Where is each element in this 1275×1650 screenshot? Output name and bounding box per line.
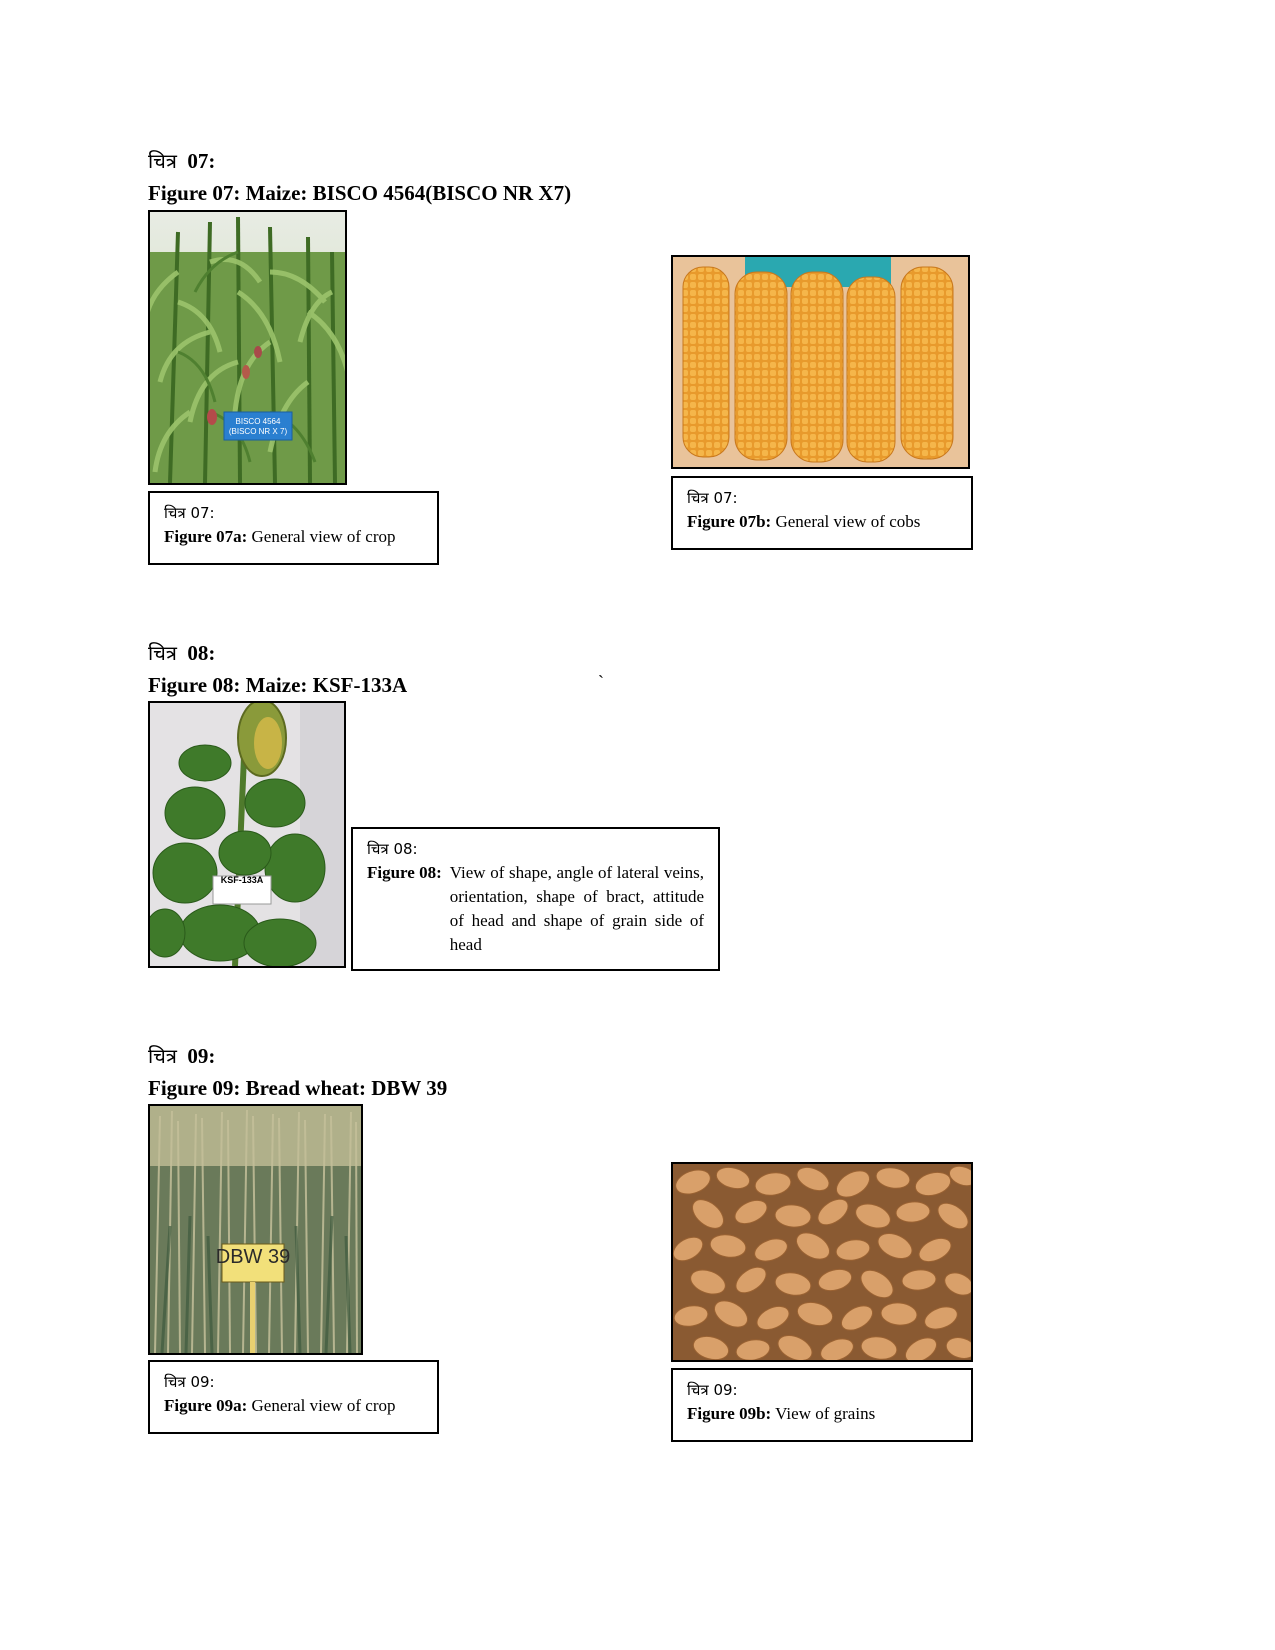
fig07a-caption-text: General view of crop bbox=[251, 527, 396, 546]
wheat-field-illustration bbox=[150, 1106, 361, 1353]
fig07b-cobs-photo bbox=[671, 255, 970, 469]
fig09a-caption-hindi: चित्र 09: bbox=[164, 1373, 215, 1391]
wheat-grains-illustration bbox=[673, 1164, 971, 1360]
crop-sign-line1: BISCO 4564 bbox=[235, 417, 281, 426]
fig08-caption-hindi: चित्र 08: bbox=[367, 840, 418, 858]
fig07a-caption bbox=[148, 491, 439, 565]
fig09a-caption-text: General view of crop bbox=[251, 1396, 396, 1415]
fig08-hindi-heading: चित्र 08: bbox=[148, 641, 216, 665]
fig07a-crop-photo bbox=[148, 210, 347, 485]
fig08-caption bbox=[351, 827, 720, 971]
fig07-hindi-heading: चित्र 07: bbox=[148, 149, 216, 173]
fig07a-caption-label: Figure 07a: bbox=[164, 527, 248, 546]
crop-sign-line2: (BISCO NR X 7) bbox=[228, 427, 288, 436]
fig09b-caption-text: View of grains bbox=[775, 1404, 876, 1423]
fig09a-caption bbox=[148, 1360, 439, 1434]
fig07b-caption-hindi: चित्र 07: bbox=[687, 489, 738, 507]
fig08-title: Figure 08: Maize: KSF-133A bbox=[148, 673, 408, 697]
sunflower-plant-illustration bbox=[150, 703, 344, 966]
fig08-plant-photo bbox=[148, 701, 346, 968]
fig08-caption-label: Figure 08: bbox=[367, 863, 442, 882]
fig09b-caption-hindi: चित्र 09: bbox=[687, 1381, 738, 1399]
fig09a-crop-photo bbox=[148, 1104, 363, 1355]
fig07b-caption bbox=[671, 476, 973, 550]
fig09b-grains-photo bbox=[671, 1162, 973, 1362]
fig09b-caption bbox=[671, 1368, 973, 1442]
fig08-caption-text: View of shape, angle of lateral veins, orientation, shape of bract, attitude of head and shape of grain side of head bbox=[449, 863, 704, 954]
fig09-hindi-heading: चित्र 09: bbox=[148, 1044, 216, 1068]
fig07-title: Figure 07: Maize: BISCO 4564(BISCO NR X7) bbox=[148, 181, 572, 205]
fig07b-caption-text: General view of cobs bbox=[775, 512, 921, 531]
fig09-title: Figure 09: Bread wheat: DBW 39 bbox=[148, 1076, 448, 1100]
maize-field-illustration bbox=[150, 212, 345, 483]
fig07b-caption-label: Figure 07b: bbox=[687, 512, 772, 531]
fig07a-caption-hindi: चित्र 07: bbox=[164, 504, 215, 522]
maize-cobs-illustration bbox=[673, 257, 968, 467]
fig09b-caption-label: Figure 09b: bbox=[687, 1404, 772, 1423]
stray-tick-mark: ` bbox=[598, 672, 604, 692]
fig09a-caption-label: Figure 09a: bbox=[164, 1396, 248, 1415]
wheat-sign-text: DBW 39 bbox=[215, 1246, 291, 1268]
plant-sign-text: KSF-133A bbox=[220, 875, 264, 885]
